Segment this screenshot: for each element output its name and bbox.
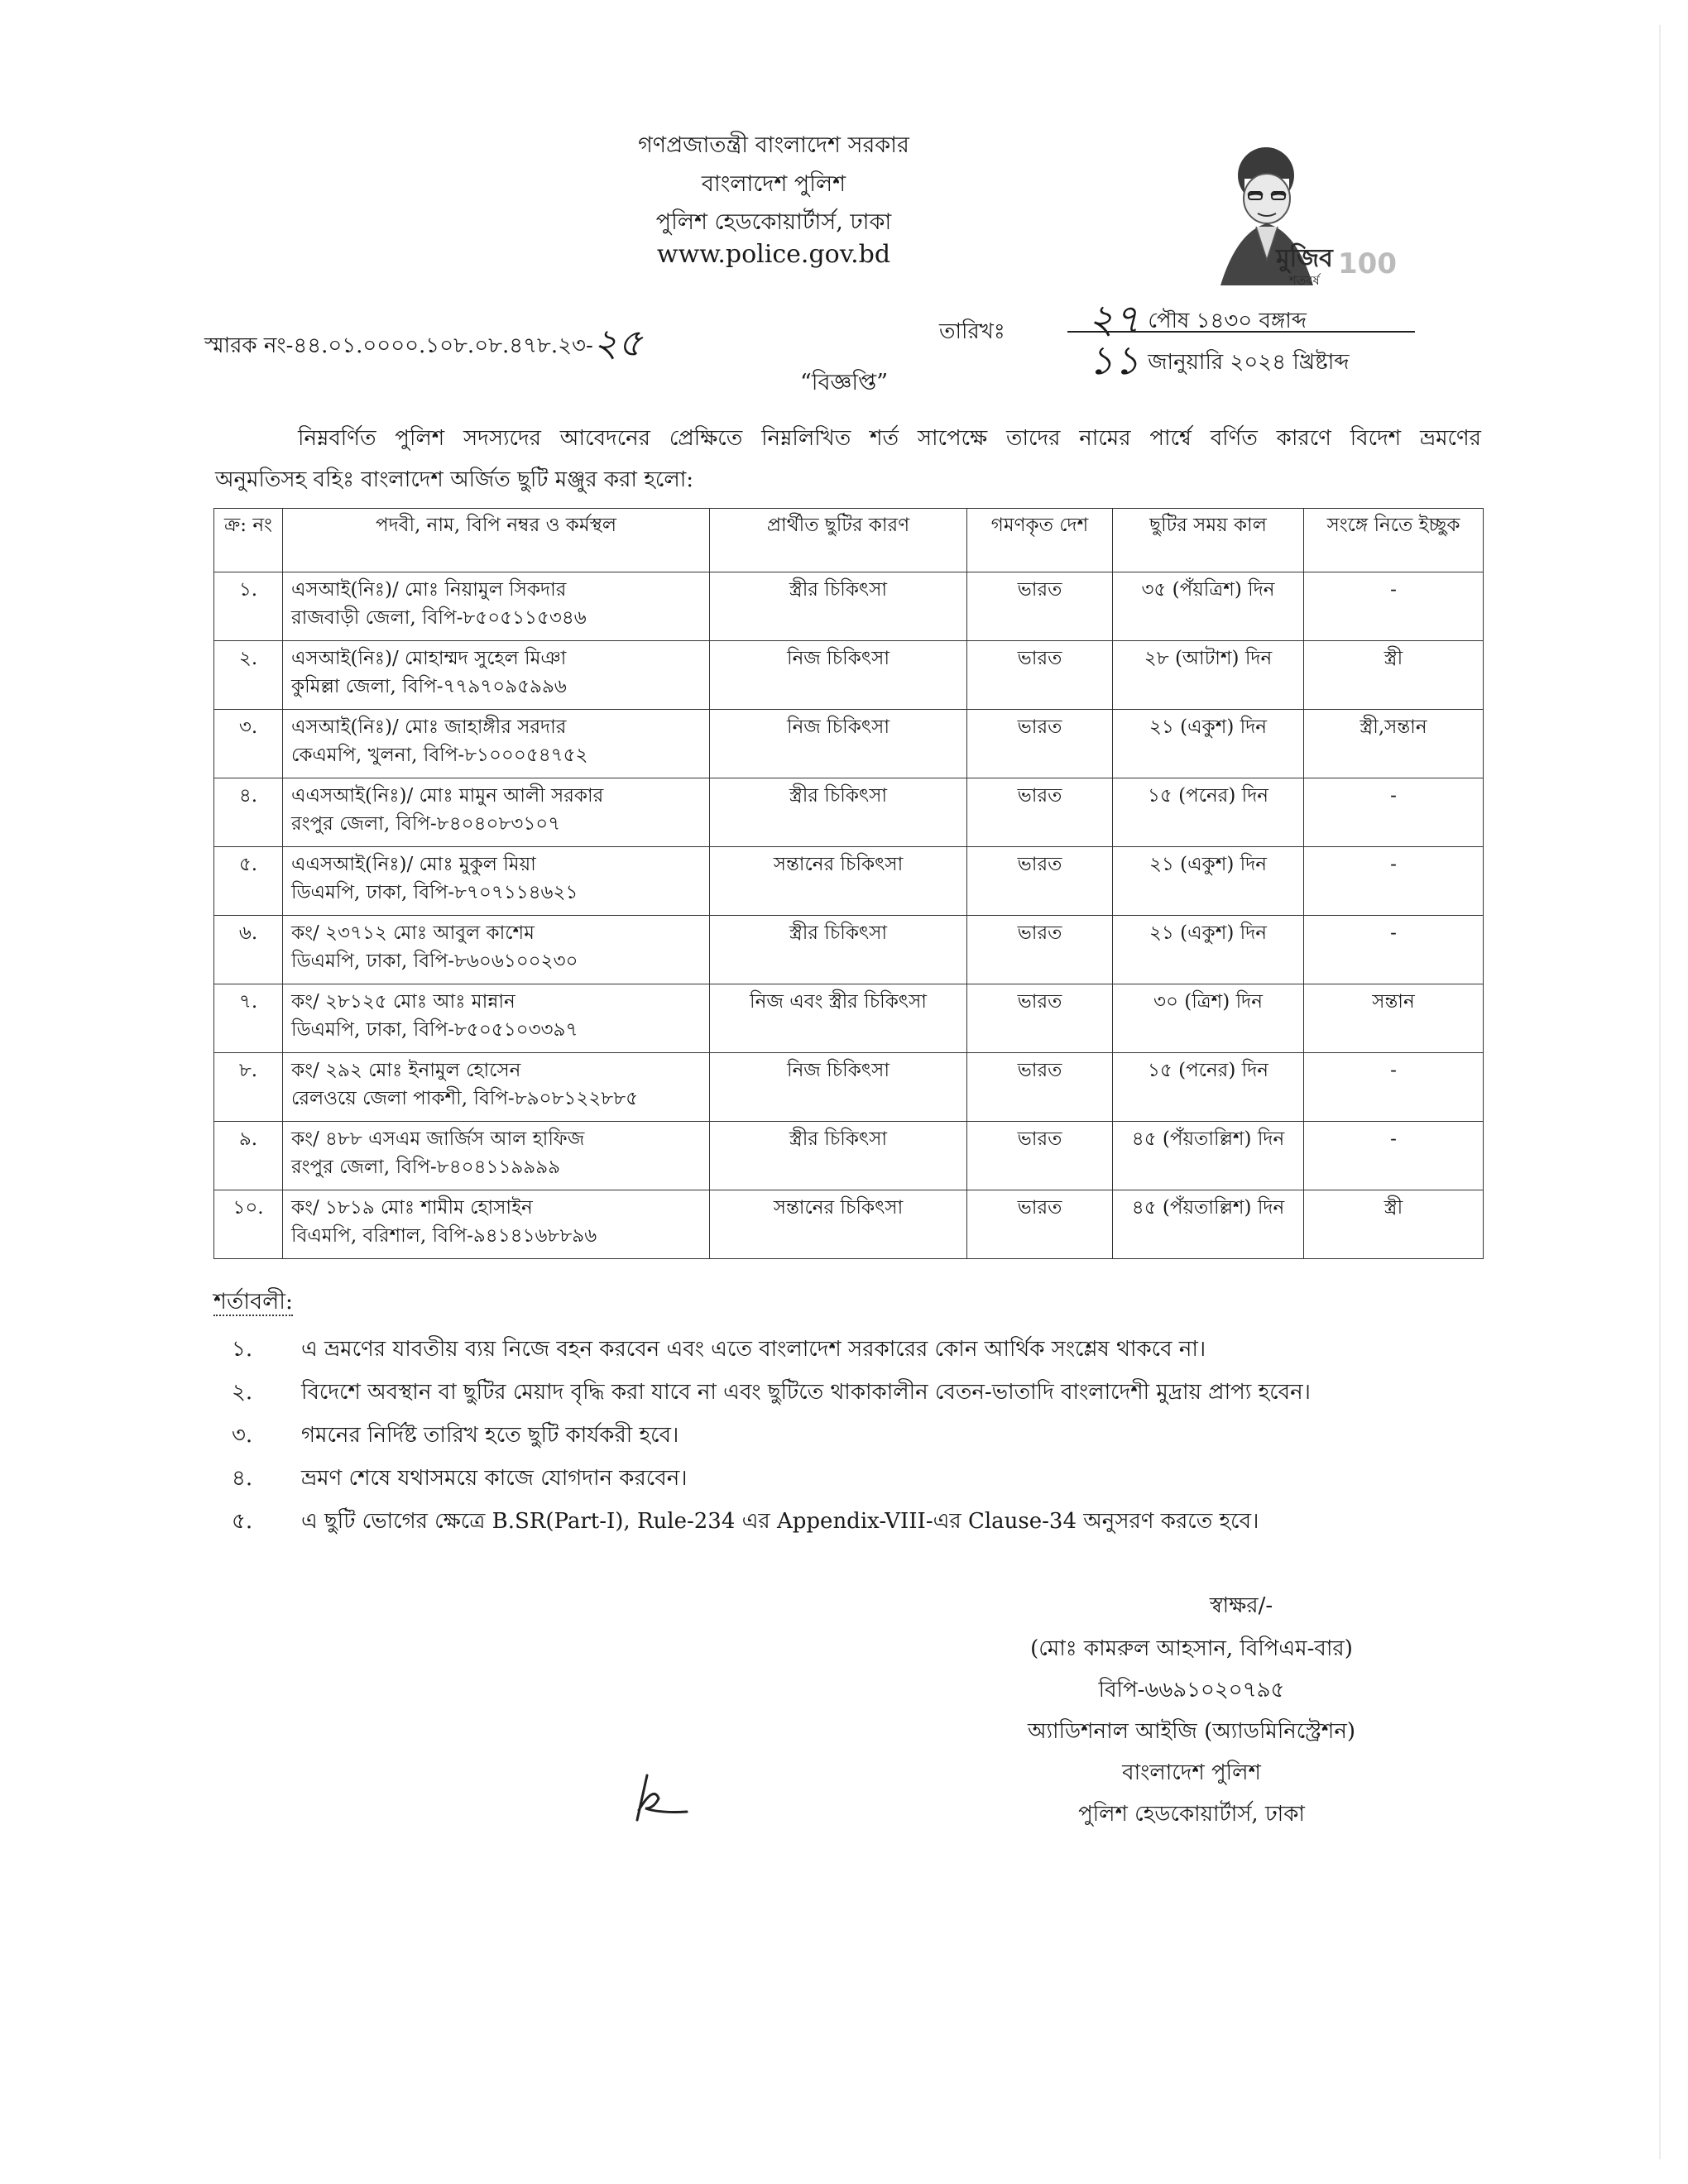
- signature-designation: অ্যাডিশনাল আইজি (অ্যাডমিনিস্ট্রেশন): [1028, 1719, 1355, 1744]
- cell-companion: -: [1304, 1053, 1484, 1122]
- cell-reason: নিজ চিকিৎসা: [710, 1053, 967, 1122]
- condition-text: এ ভ্রমণের যাবতীয় ব্যয় নিজে বহন করবেন এবং এতে বাংলাদেশ সরকারের কোন আর্থিক সংশ্লেষ থাকবে না।: [301, 1337, 1206, 1362]
- memo-handwritten-number: ২৫: [592, 320, 643, 365]
- condition-number: ১.: [232, 1337, 253, 1362]
- cell-reason: স্ত্রীর চিকিৎসা: [710, 1122, 967, 1190]
- cell-country: ভারত: [967, 778, 1113, 847]
- list-item: [232, 1418, 1514, 1461]
- cell-name: [283, 1053, 710, 1122]
- cell-reason: স্ত্রীর চিকিৎসা: [710, 572, 967, 641]
- header-government: গণপ্রজাতন্ত্রী বাংলাদেশ সরকার: [638, 132, 909, 158]
- cell-name-line2: ডিএমপি, ঢাকা, বিপি-৮৫০৫১০৩৩৯৭: [291, 1019, 578, 1041]
- cell-no: ৯.: [214, 1122, 283, 1190]
- date-bangla-day: ২৭: [1088, 296, 1140, 342]
- table-row: [214, 778, 1484, 847]
- cell-duration: ২৮ (আটাশ) দিন: [1113, 641, 1304, 710]
- cell-no: ৩.: [214, 710, 283, 778]
- cell-reason: সন্তানের চিকিৎসা: [710, 847, 967, 916]
- cell-name-line2: ডিএমপি, ঢাকা, বিপি-৮৭০৭১১৪৬২১: [291, 882, 578, 903]
- table-row: [214, 1190, 1484, 1259]
- list-item: [232, 1332, 1514, 1375]
- cell-name-line2: রাজবাড়ী জেলা, বিপি-৮৫০৫১১৫৩৪৬: [291, 607, 587, 629]
- signature-signed: স্বাক্ষর/-: [1209, 1593, 1273, 1618]
- col-no: ক্র: নং: [214, 509, 283, 572]
- cell-no: ৭.: [214, 984, 283, 1053]
- header-website: www.police.gov.bd: [656, 240, 891, 269]
- cell-duration: ৩০ (ত্রিশ) দিন: [1113, 984, 1304, 1053]
- conditions-title-text: শর্তাবলী:: [213, 1289, 294, 1315]
- cell-no: ২.: [214, 641, 283, 710]
- cell-name: [283, 916, 710, 984]
- intro-paragraph: [215, 418, 1481, 500]
- cell-duration: ৪৫ (পঁয়তাল্লিশ) দিন: [1113, 1190, 1304, 1259]
- cell-country: ভারত: [967, 641, 1113, 710]
- col-companion: সংঙ্গে নিতে ইচ্ছুক: [1304, 509, 1484, 572]
- header-police: বাংলাদেশ পুলিশ: [701, 171, 846, 197]
- date-english-text: জানুয়ারি ২০২৪ খ্রিষ্টাব্দ: [1148, 350, 1350, 375]
- intro-line-1: নিম্নবর্ণিত পুলিশ সদস্যদের আবেদনের প্রেক্ষিতে নিম্নলিখিত শর্ত সাপেক্ষে তাদের নামের পার্শ্বে বর্ণিত কারণে বিদেশ ভ্রমণের: [298, 426, 1481, 451]
- table-row: [214, 847, 1484, 916]
- svg-text:মুজিব: মুজিব: [1276, 244, 1333, 273]
- table-row: [214, 1053, 1484, 1122]
- cell-name-line2: কেএমপি, খুলনা, বিপি-৮১০০০৫৪৭৫২: [291, 745, 588, 766]
- list-item: [232, 1504, 1514, 1547]
- cell-country: ভারত: [967, 1053, 1113, 1122]
- cell-duration: ৪৫ (পঁয়তাল্লিশ) দিন: [1113, 1122, 1304, 1190]
- cell-name-line2: রংপুর জেলা, বিপি-৮৪০৪০৮৩১০৭: [291, 813, 561, 835]
- cell-name: [283, 778, 710, 847]
- condition-text: বিদেশে অবস্থান বা ছুটির মেয়াদ বৃদ্ধি করা যাবে না এবং ছুটিতে থাকাকালীন বেতন-ভাতাদি বাংলাদেশী মুদ্রায় প্রাপ্য হবেন।: [301, 1380, 1311, 1405]
- cell-reason: সন্তানের চিকিৎসা: [710, 1190, 967, 1259]
- cell-name-line1: কং/ ২৯২ মোঃ ইনামুল হোসেন: [291, 1060, 521, 1081]
- cell-name: [283, 710, 710, 778]
- cell-name: [283, 1190, 710, 1259]
- cell-reason: স্ত্রীর চিকিৎসা: [710, 778, 967, 847]
- cell-country: ভারত: [967, 1190, 1113, 1259]
- cell-companion: -: [1304, 916, 1484, 984]
- cell-name-line1: এএসআই(নিঃ)/ মোঃ মামুন আলী সরকার: [291, 785, 604, 807]
- cell-name-line1: কং/ ২৩৭১২ মোঃ আবুল কাশেম: [291, 922, 535, 944]
- cell-name: [283, 984, 710, 1053]
- cell-duration: ৩৫ (পঁয়ত্রিশ) দিন: [1113, 572, 1304, 641]
- cell-country: ভারত: [967, 984, 1113, 1053]
- header-hq: পুলিশ হেডকোয়ার্টার্স, ঢাকা: [655, 209, 892, 235]
- col-duration: ছুটির সময় কাল: [1113, 509, 1304, 572]
- cell-reason: নিজ চিকিৎসা: [710, 641, 967, 710]
- cell-companion: -: [1304, 847, 1484, 916]
- intro-line-2: অনুমতিসহ বহিঃ বাংলাদেশ অর্জিত ছুটি মঞ্জুর করা হলো:: [215, 467, 693, 492]
- conditions-list: [232, 1332, 1514, 1547]
- table-row: [214, 1122, 1484, 1190]
- cell-reason: নিজ এবং স্ত্রীর চিকিৎসা: [710, 984, 967, 1053]
- signature-org: বাংলাদেশ পুলিশ: [1122, 1760, 1261, 1785]
- cell-no: ৪.: [214, 778, 283, 847]
- cell-name-line1: কং/ ২৮১২৫ মোঃ আঃ মান্নান: [291, 991, 516, 1013]
- table-row: [214, 572, 1484, 641]
- cell-name-line1: কং/ ১৮১৯ মোঃ শামীম হোসাইন: [291, 1197, 533, 1219]
- date-english-day: ১১: [1088, 338, 1140, 384]
- cell-name: [283, 572, 710, 641]
- cell-companion: স্ত্রী,সন্তান: [1304, 710, 1484, 778]
- condition-text: গমনের নির্দিষ্ট তারিখ হতে ছুটি কার্যকরী হবে।: [301, 1423, 679, 1448]
- condition-number: ২.: [232, 1380, 253, 1405]
- condition-number: ৪.: [232, 1466, 253, 1491]
- cell-companion: -: [1304, 572, 1484, 641]
- col-country: গমণকৃত দেশ: [967, 509, 1113, 572]
- date-bangla-text: পৌষ ১৪৩০ বঙ্গাব্দ: [1148, 309, 1307, 333]
- cell-name-line1: এসআই(নিঃ)/ মোঃ নিয়ামুল সিকদার: [291, 579, 567, 601]
- cell-name-line1: এসআই(নিঃ)/ মোঃ জাহাঙ্গীর সরদার: [291, 716, 567, 738]
- condition-number: ৫.: [232, 1509, 253, 1534]
- memo-label: স্মারক নং-৪৪.০১.০০০০.১০৮.০৮.৪৭৮.২৩-: [204, 333, 593, 358]
- signature-name: (মোঃ কামরুল আহসান, বিপিএম-বার): [1030, 1636, 1353, 1661]
- condition-text: ভ্রমণ শেষে যথাসময়ে কাজে যোগদান করবেন।: [301, 1466, 688, 1491]
- cell-name: [283, 1122, 710, 1190]
- cell-no: ১.: [214, 572, 283, 641]
- signature-bp: বিপি-৬৬৯১০২০৭৯৫: [1098, 1678, 1285, 1703]
- col-reason: প্রার্থীত ছুটির কারণ: [710, 509, 967, 572]
- cell-companion: স্ত্রী: [1304, 1190, 1484, 1259]
- cell-country: ভারত: [967, 572, 1113, 641]
- table-row: [214, 984, 1484, 1053]
- svg-text:শতবর্ষ: শতবর্ষ: [1289, 273, 1320, 288]
- cell-companion: -: [1304, 1122, 1484, 1190]
- mujib-centenary-logo: [1175, 141, 1397, 288]
- cell-companion: সন্তান: [1304, 984, 1484, 1053]
- cell-reason: স্ত্রীর চিকিৎসা: [710, 916, 967, 984]
- cell-duration: ২১ (একুশ) দিন: [1113, 847, 1304, 916]
- cell-duration: ১৫ (পনের) দিন: [1113, 1053, 1304, 1122]
- conditions-title: [213, 1285, 293, 1322]
- scan-edge: [1659, 25, 1661, 2159]
- table-row: [214, 641, 1484, 710]
- cell-reason: নিজ চিকিৎসা: [710, 710, 967, 778]
- cell-country: ভারত: [967, 847, 1113, 916]
- cell-name: [283, 847, 710, 916]
- cell-companion: স্ত্রী: [1304, 641, 1484, 710]
- cell-duration: ১৫ (পনের) দিন: [1113, 778, 1304, 847]
- condition-number: ৩.: [232, 1423, 253, 1448]
- cell-duration: ২১ (একুশ) দিন: [1113, 916, 1304, 984]
- cell-companion: -: [1304, 778, 1484, 847]
- cell-no: ১০.: [214, 1190, 283, 1259]
- condition-text: এ ছুটি ভোগের ক্ষেত্রে B.SR(Part-I), Rule-234 এর Appendix-VIII-এর Clause-34 অনুসরণ করতে হবে।: [301, 1509, 1259, 1534]
- table-row: [214, 710, 1484, 778]
- cell-name-line1: এসআই(নিঃ)/ মোহাম্মদ সুহেল মিঞা: [291, 648, 567, 669]
- cell-name-line2: রংপুর জেলা, বিপি-৮৪০৪১১৯৯৯৯: [291, 1157, 561, 1178]
- cell-no: ৬.: [214, 916, 283, 984]
- cell-name-line2: কুমিল্লা জেলা, বিপি-৭৭৯৭০৯৫৯৯৬: [291, 676, 567, 697]
- cell-duration: ২১ (একুশ) দিন: [1113, 710, 1304, 778]
- date-label: তারিখঃ: [939, 319, 1005, 344]
- cell-no: ৫.: [214, 847, 283, 916]
- handwritten-initial: [629, 1769, 695, 1827]
- cell-name-line1: কং/ ৪৮৮ এসএম জার্জিস আল হাফিজ: [291, 1128, 585, 1150]
- cell-country: ভারত: [967, 1122, 1113, 1190]
- svg-text:100: 100: [1338, 247, 1397, 280]
- cell-name-line1: এএসআই(নিঃ)/ মোঃ মুকুল মিয়া: [291, 854, 536, 875]
- cell-country: ভারত: [967, 710, 1113, 778]
- col-name: পদবী, নাম, বিপি নম্বর ও কর্মস্থল: [283, 509, 710, 572]
- signature-office: পুলিশ হেডকোয়ার্টার্স, ঢাকা: [1078, 1802, 1305, 1827]
- list-item: [232, 1375, 1514, 1418]
- notice-title: “বিজ্ঞপ্তি”: [799, 370, 889, 395]
- leave-table: [213, 508, 1484, 1259]
- cell-name-line2: রেলওয়ে জেলা পাকশী, বিপি-৮৯০৮১২২৮৮৫: [291, 1088, 639, 1109]
- list-item: [232, 1461, 1514, 1504]
- cell-no: ৮.: [214, 1053, 283, 1122]
- table-header-row: [214, 509, 1484, 572]
- cell-name-line2: বিএমপি, বরিশাল, বিপি-৯৪১৪১৬৮৮৯৬: [291, 1225, 597, 1247]
- cell-name: [283, 641, 710, 710]
- table-row: [214, 916, 1484, 984]
- cell-name-line2: ডিএমপি, ঢাকা, বিপি-৮৬০৬১০০২৩০: [291, 951, 578, 972]
- cell-country: ভারত: [967, 916, 1113, 984]
